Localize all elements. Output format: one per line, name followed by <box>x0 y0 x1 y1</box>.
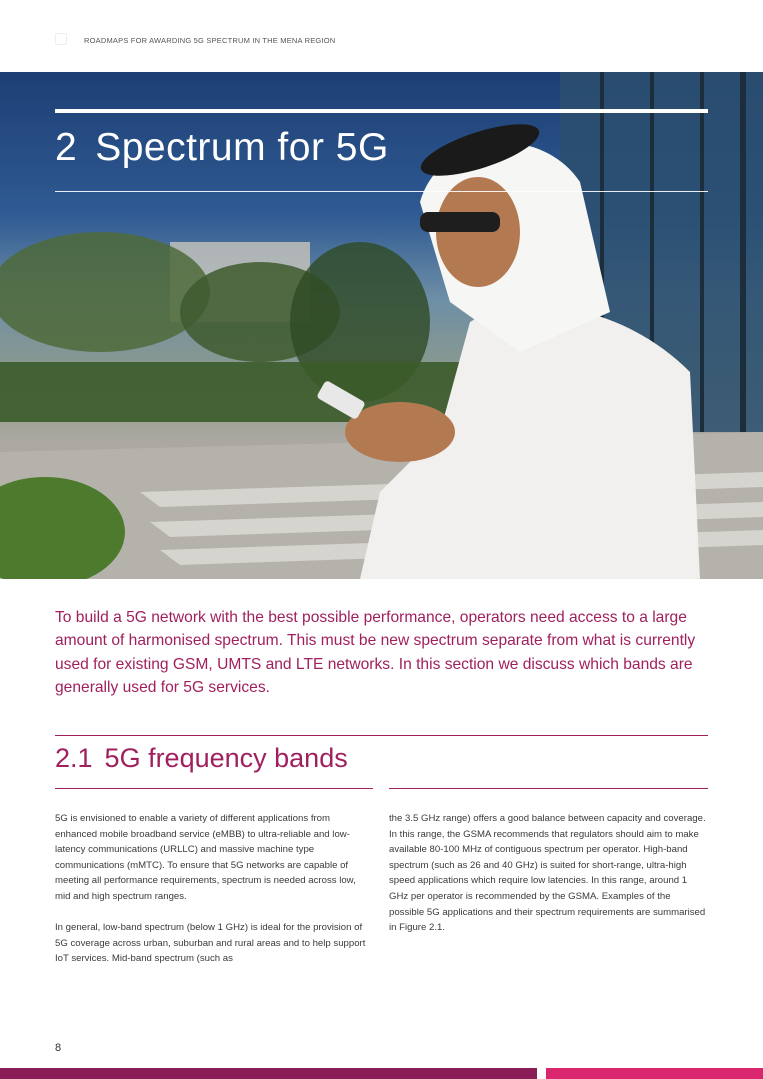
body-paragraph: the 3.5 GHz range) offers a good balance between capacity and coverage. In this range, the GSMA recommends that regulators should aim to make available 80-100 MHz of contiguous spectrum per operator. High-band spectrum (such as 26 and 40 GHz) is suited for short-range, ultra-high speed applications which require low latencies. In this range, around 1 GHz per operator is recommended by the GSMA. Examples of the possible 5G applications and their spectrum requirements are summarised in Figure 2.1. <box>389 813 706 934</box>
section-title-text: 5G frequency bands <box>104 743 348 773</box>
chapter-title-text: Spectrum for 5G <box>95 126 389 169</box>
hero-image <box>0 72 763 579</box>
page-number: 8 <box>55 1042 62 1054</box>
intro-paragraph: To build a 5G network with the best possible performance, operators need access to a large amount of harmonised spectrum. This must be new spectrum separate from what is currently used for existing GSM, UMTS and LTE networks. In this section we discuss which bands are generally used for 5G services. <box>55 609 696 696</box>
section-number: 2.1 <box>55 743 93 773</box>
chapter-number: 2 <box>55 126 78 169</box>
body-column-right <box>389 811 707 951</box>
chapter-rule-top <box>55 109 708 113</box>
footer-bar-left <box>0 1068 537 1079</box>
footer-bar-right <box>546 1068 763 1079</box>
header-logo-mark <box>55 33 67 45</box>
running-header: ROADMAPS FOR AWARDING 5G SPECTRUM IN THE MENA REGION <box>84 36 336 45</box>
section-rule <box>55 735 708 736</box>
column-rule-right <box>389 788 708 789</box>
chapter-title <box>55 126 389 170</box>
section-title <box>55 743 348 774</box>
body-paragraph: In general, low-band spectrum (below 1 GHz) is ideal for the provision of 5G coverage across urban, suburban and rural areas and to help support IoT services. Mid-band spectrum (such as <box>55 922 366 965</box>
chapter-rule-bottom <box>55 191 708 192</box>
column-rule-left <box>55 788 373 789</box>
body-paragraph: 5G is envisioned to enable a variety of different applications from enhanced mobile broadband service (eMBB) to ultra-reliable and low-latency communications (URLLC) and massive machine type communications (mMTC). To ensure that 5G networks are capable of meeting all performance requirements, spectrum is needed across low, mid and high spectrum ranges. <box>55 813 356 902</box>
body-column-left <box>55 811 373 983</box>
